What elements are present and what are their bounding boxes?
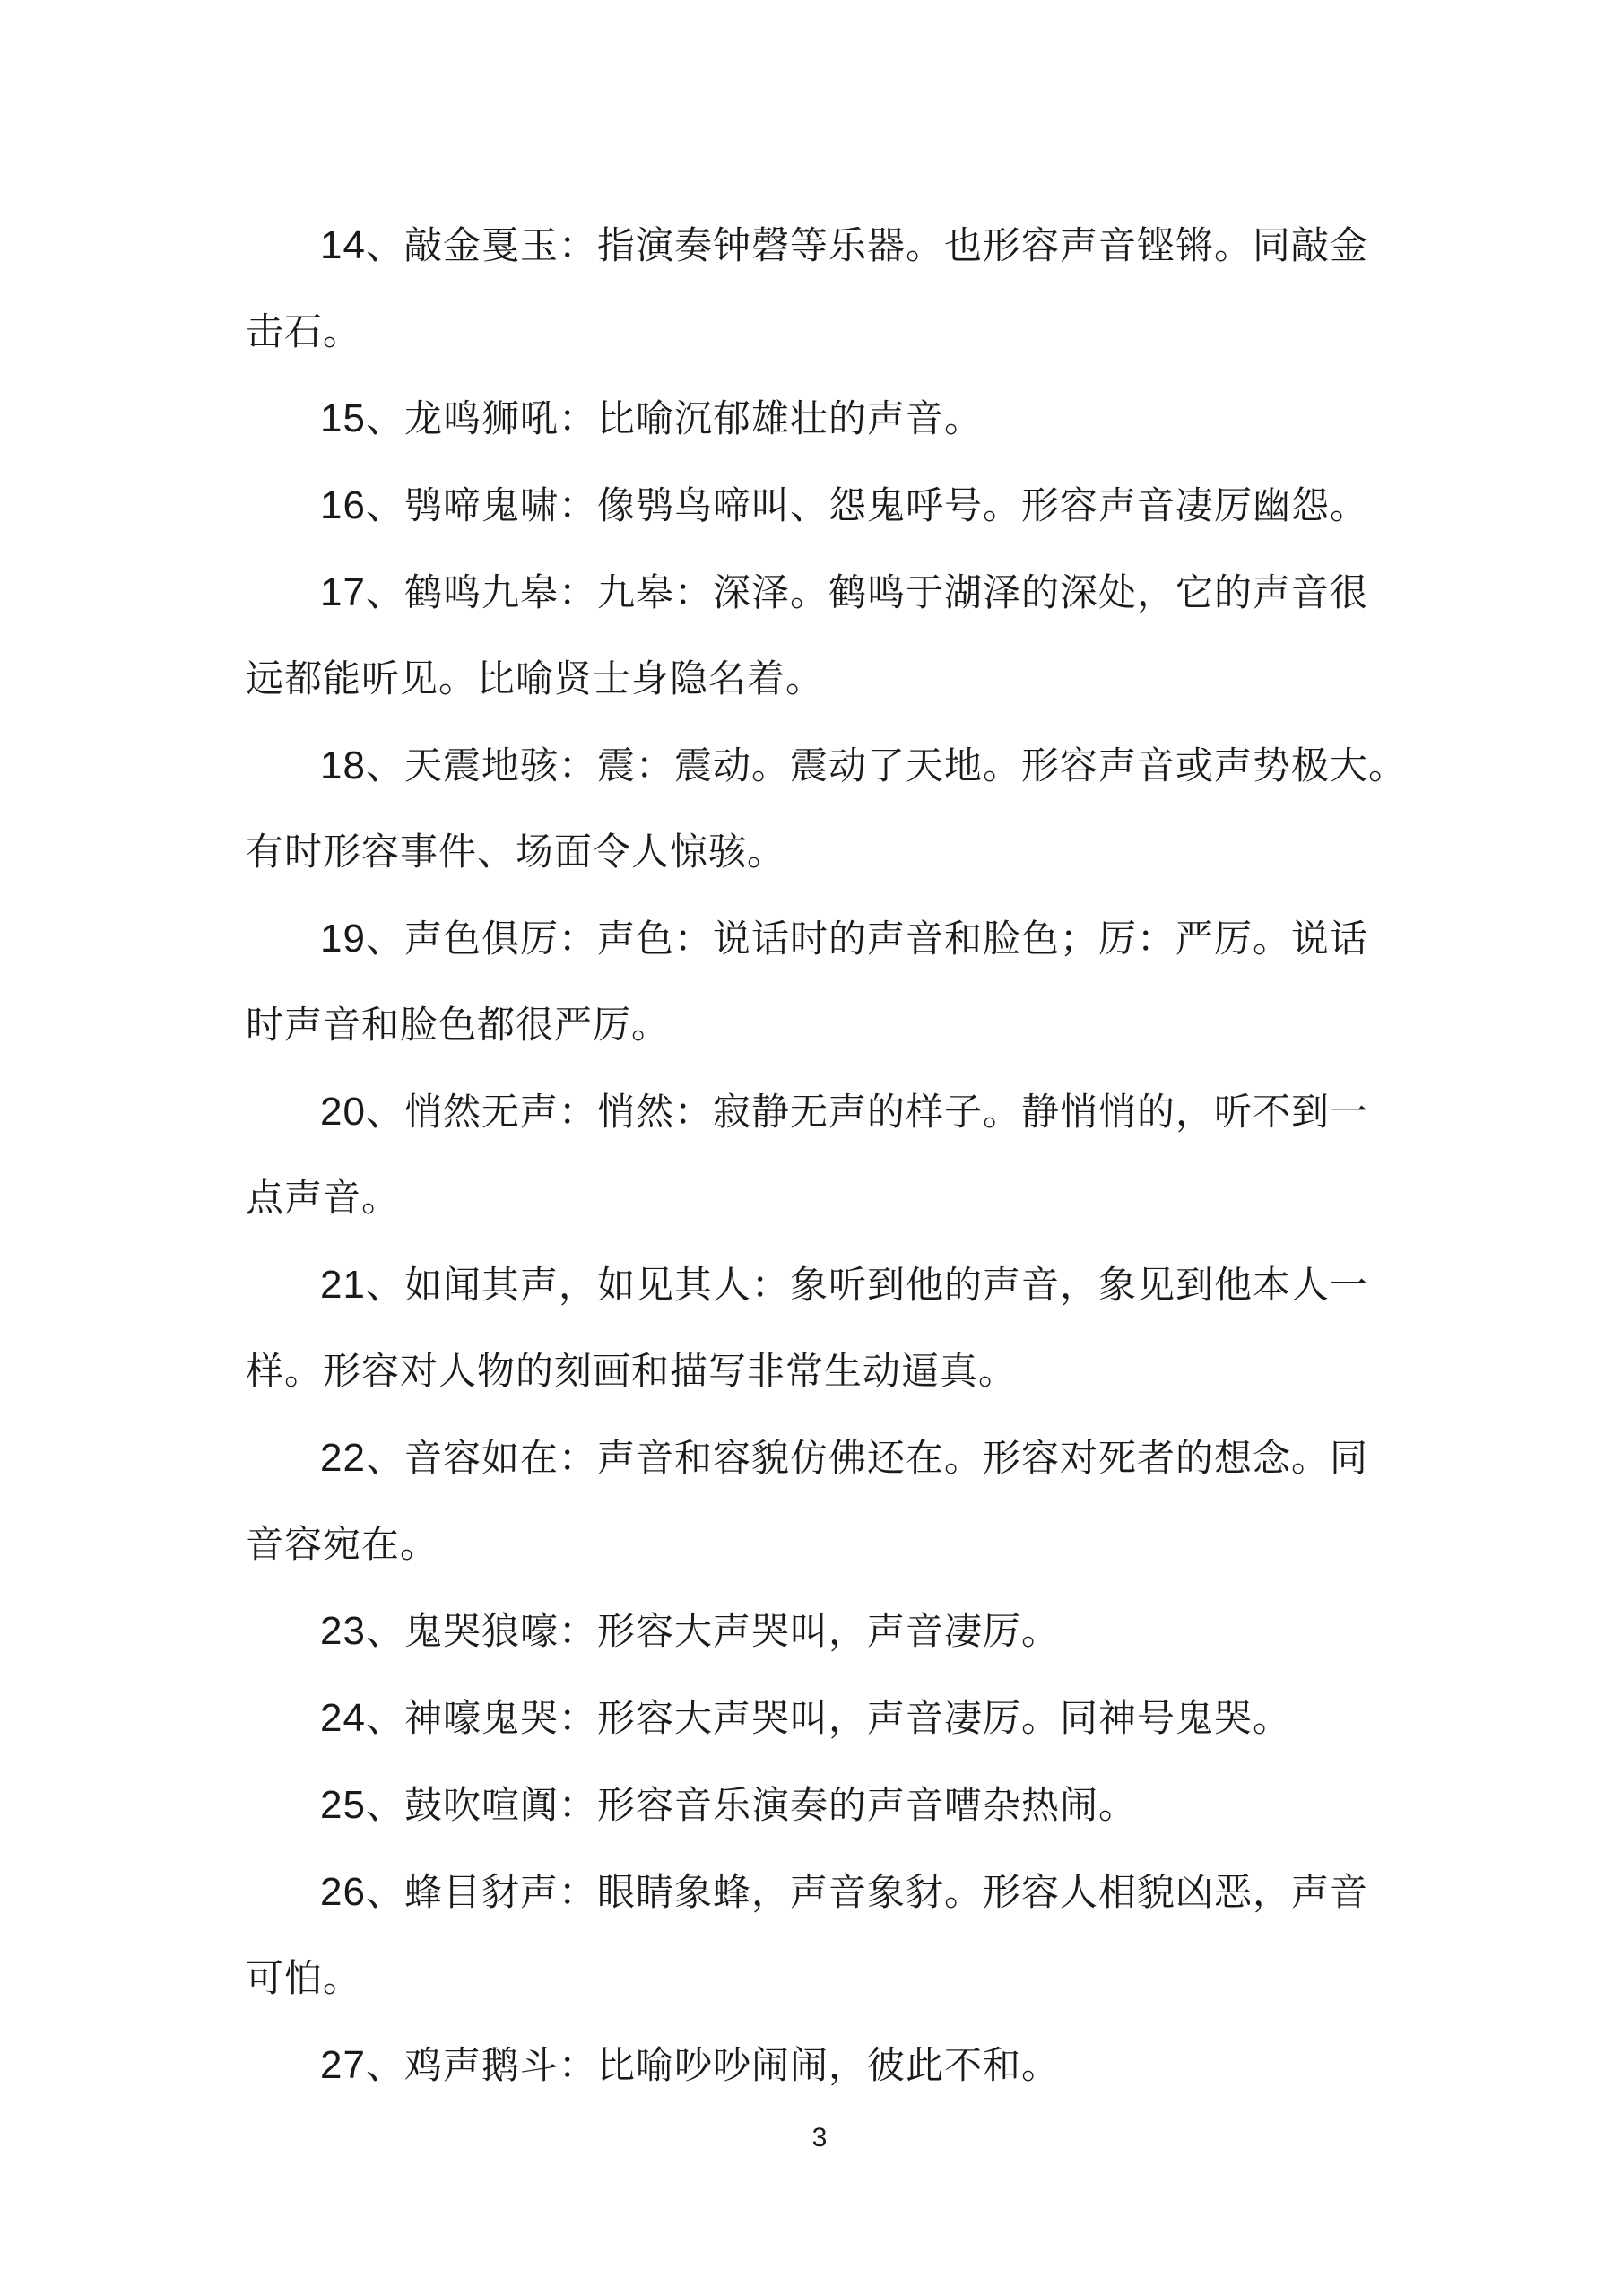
entry-23-line-1: [246, 1588, 1393, 1675]
entry-20-text: 、悄然无声：悄然：寂静无声的样子。静悄悄的，听不到一: [365, 1092, 1368, 1134]
entry-14-number: 14: [320, 223, 366, 267]
entry-19-line-1: [246, 896, 1393, 983]
entry-23-text: 、鬼哭狼嚎：形容大声哭叫，声音凄厉。: [365, 1612, 1060, 1653]
entry-17-line-1: [246, 550, 1393, 637]
entry-18-text: 、天震地骇：震：震动。震动了天地。形容声音或声势极大。: [365, 746, 1407, 787]
entry-15-line-1: [246, 376, 1393, 463]
entry-24-text: 、神嚎鬼哭：形容大声哭叫，声音凄厉。同神号鬼哭。: [365, 1699, 1291, 1740]
entry-18-line-1: [246, 723, 1407, 810]
entry-20-line-1: [246, 1069, 1393, 1156]
entry-17-number: 17: [320, 570, 366, 614]
entry-22-line-1: [246, 1415, 1393, 1502]
entry-14-line-2: 击石。: [246, 312, 362, 353]
entry-22-text: 、音容如在：声音和容貌仿佛还在。形容对死者的想念。同: [365, 1439, 1368, 1480]
entry-21-text: 、如闻其声，如见其人：象听到他的声音，象见到他本人一: [365, 1265, 1368, 1307]
entry-25-line-1: [246, 1762, 1393, 1849]
entry-18-line-2: 有时形容事件、场面令人惊骇。: [246, 832, 786, 874]
entry-19-number: 19: [320, 917, 366, 961]
entry-22-number: 22: [320, 1436, 366, 1480]
entry-17-line-2: 远都能听见。比喻贤士身隐名着。: [246, 659, 825, 700]
entry-21-line-1: [246, 1242, 1393, 1329]
entry-27-number: 27: [320, 2043, 366, 2087]
entry-15-number: 15: [320, 396, 366, 440]
idiom-list: [246, 0, 1407, 2109]
entry-17-text: 、鹤鸣九皋：九皋：深泽。鹤鸣于湖泽的深处，它的声音很: [365, 573, 1368, 614]
entry-27-text: 、鸡声鹅斗：比喻吵吵闹闹，彼此不和。: [365, 2046, 1060, 2087]
entry-16-text: 、鸮啼鬼啸：像鸮鸟啼叫、怨鬼呼号。形容声音凄厉幽怨。: [365, 486, 1368, 527]
entry-20-number: 20: [320, 1090, 366, 1134]
entry-25-number: 25: [320, 1783, 366, 1827]
entry-23-number: 23: [320, 1609, 366, 1653]
entry-19-line-2: 时声音和脸色都很严厉。: [246, 1005, 671, 1047]
entry-14-text: 、敲金戛玉：指演奏钟磬等乐器。也形容声音铿锵。同敲金: [365, 226, 1368, 267]
entry-18-number: 18: [320, 744, 366, 787]
entry-16-number: 16: [320, 483, 366, 527]
entry-19-text: 、声色俱厉：声色：说话时的声音和脸色；厉：严厉。说话: [365, 919, 1368, 961]
entry-15-text: 、龙鸣狮吼：比喻沉郁雄壮的声音。: [365, 399, 983, 440]
entry-25-text: 、鼓吹喧阗：形容音乐演奏的声音嘈杂热闹。: [365, 1786, 1137, 1827]
entry-26-number: 26: [320, 1870, 366, 1914]
entry-16-line-1: [246, 463, 1393, 550]
entry-24-number: 24: [320, 1696, 366, 1740]
entry-22-line-2: 音容宛在。: [246, 1525, 439, 1566]
entry-26-line-1: [246, 1849, 1393, 1936]
entry-21-number: 21: [320, 1263, 366, 1307]
entry-27-line-1: [246, 2022, 1393, 2109]
page-number: 3: [811, 2123, 828, 2152]
entry-26-line-2: 可怕。: [246, 1959, 362, 2000]
entry-14-line-1: [246, 203, 1393, 290]
entry-20-line-2: 点声音。: [246, 1178, 401, 1220]
entry-24-line-1: [246, 1675, 1393, 1762]
entry-26-text: 、蜂目豺声：眼睛象蜂，声音象豺。形容人相貌凶恶，声音: [365, 1873, 1368, 1914]
entry-21-line-2: 样。形容对人物的刻画和描写非常生动逼真。: [246, 1352, 1018, 1393]
